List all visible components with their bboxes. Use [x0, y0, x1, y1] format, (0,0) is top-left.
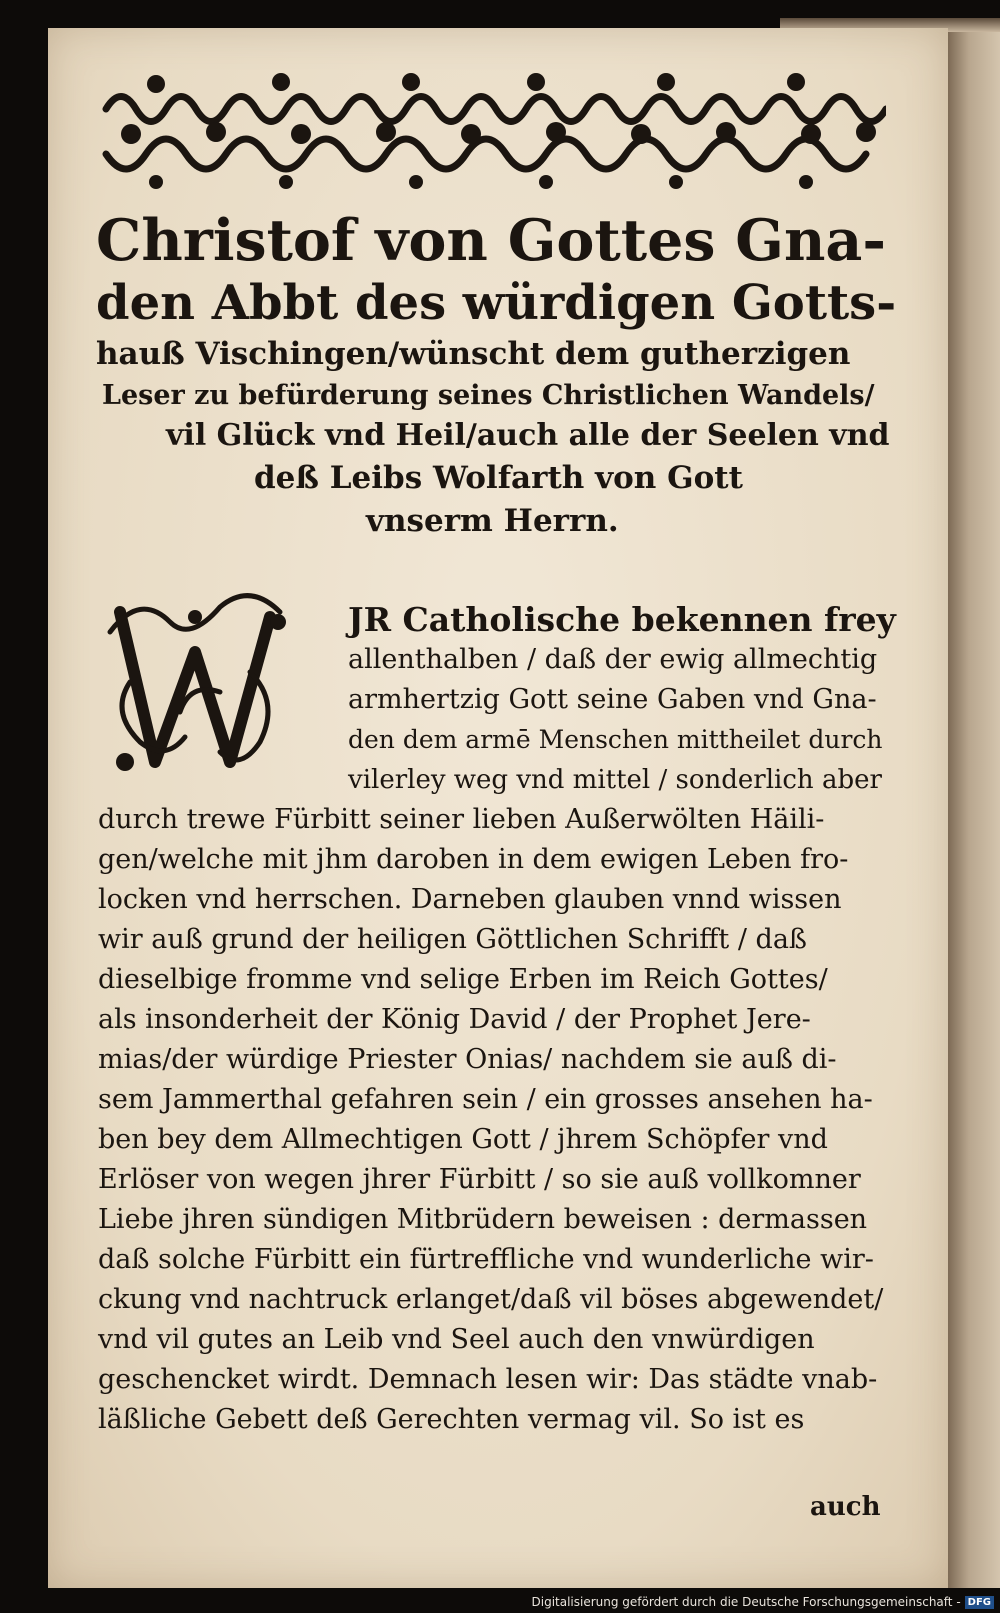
body-line-18: ckung vnd nachtruck erlanget/daß vil böses abgewendet/: [98, 1284, 884, 1315]
body-line-5: vilerley weg vnd mittel / sonderlich aber: [348, 765, 882, 795]
heading-line-1: Christof von Gottes Gna-: [96, 207, 886, 274]
body-line-9: wir auß grund der heiligen Göttlichen Schrifft / daß: [98, 924, 807, 955]
body-line-3: armhertzig Gott seine Gaben vnd Gna-: [348, 684, 877, 715]
body-line-4: den dem armē Menschen mittheilet durch: [348, 725, 883, 754]
body-line-16: Liebe jhren sündigen Mitbrüdern beweisen : dermassen: [98, 1204, 868, 1235]
body-line-17: daß solche Fürbitt ein fürtreffliche vnd wunderliche wir-: [98, 1244, 874, 1275]
footer-text: Digitalisierung gefördert durch die Deutsche Forschungsgemeinschaft -: [531, 1595, 961, 1609]
body-line-11: als insonderheit der König David / der Prophet Jere-: [98, 1004, 811, 1035]
body-line-20: geschencket wirdt. Demnach lesen wir: Das städte vnab-: [98, 1364, 878, 1395]
heading-line-5: vil Glück vnd Heil/auch alle der Seelen vnd: [166, 418, 890, 453]
dfg-logo: DFG: [965, 1596, 994, 1609]
body-line-6: durch trewe Fürbitt seiner lieben Außerwölten Häili-: [98, 804, 825, 835]
title-heading: [96, 207, 897, 539]
body-line-19: vnd vil gutes an Leib vnd Seel auch den vnwürdigen: [98, 1324, 815, 1355]
heading-line-4: Leser zu befürderung seines Christlichen Wandels/: [102, 380, 875, 411]
heading-line-7: vnserm Herrn.: [366, 503, 619, 539]
book-edge: [948, 28, 1000, 1588]
heading-line-2: den Abbt des würdigen Gotts-: [96, 275, 897, 331]
body-line-12: mias/der würdige Priester Onias/ nachdem sie auß di-: [98, 1044, 837, 1075]
body-line-10: dieselbige fromme vnd selige Erben im Reich Gottes/: [98, 964, 828, 995]
ornamental-border: [96, 64, 886, 199]
heading-line-6: deß Leibs Wolfarth von Gott: [254, 460, 743, 496]
body-line-8: locken vnd herrschen. Darneben glauben vnnd wissen: [98, 884, 842, 915]
body-line-2: allenthalben / daß der ewig allmechtig: [348, 644, 878, 675]
body-line-14: ben bey dem Allmechtigen Gott / jhrem Schöpfer vnd: [98, 1124, 828, 1155]
body-line-7: gen/welche mit jhm daroben in dem ewigen Leben fro-: [98, 844, 849, 875]
heading-line-3: hauß Vischingen/wünscht dem gutherzigen: [96, 336, 851, 372]
body-line-13: sem Jammerthal gefahren sein / ein grosses ansehen ha-: [98, 1084, 873, 1115]
body-line-21: läßliche Gebett deß Gerechten vermag vil. So ist es: [98, 1404, 805, 1435]
digitization-footer: [532, 1593, 995, 1611]
body-text: [98, 600, 898, 1440]
body-line-1: JR Catholische bekennen frey: [348, 600, 896, 639]
catchword: auch: [810, 1492, 881, 1522]
body-line-15: Erlöser von wegen jhrer Fürbitt / so sie auß vollkomner: [98, 1164, 861, 1195]
